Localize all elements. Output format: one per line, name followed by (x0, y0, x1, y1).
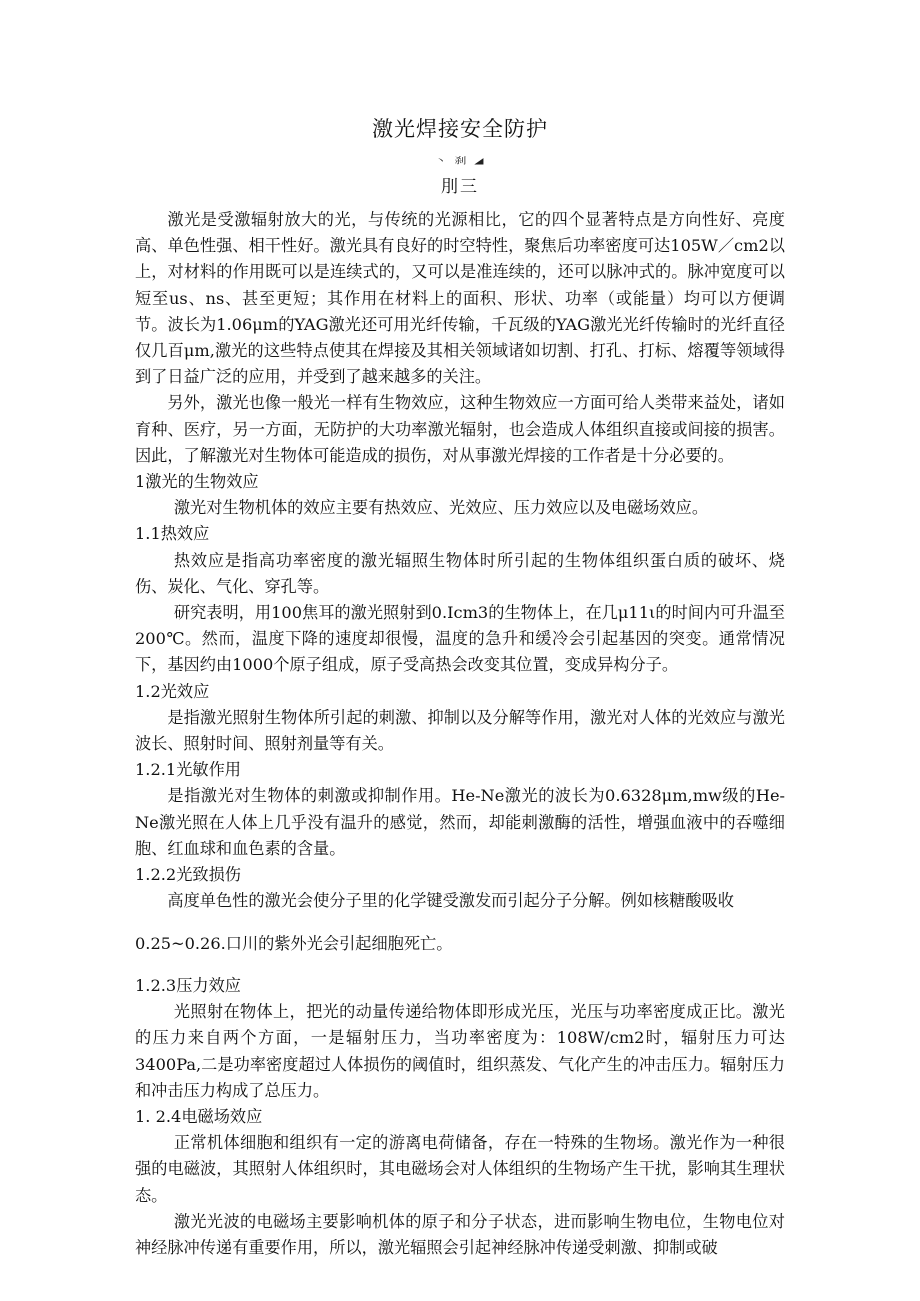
paragraph: 热效应是指高功率密度的激光辐照生物体时所引起的生物体组织蛋白质的破坏、烧伤、炭化、气化、穿孔等。 (135, 550, 785, 596)
paragraph: 是指激光对生物体的刺激或抑制作用。He-Ne激光的波长为0.6328μm,mw级的He-Ne激光照在人体上几乎没有温升的感觉，然而，却能刺激酶的活性，增强血液中的吞噬细胞、红血球和血色素的含量。 (135, 786, 785, 858)
paragraph: 是指激光照射生物体所引起的刺激、抑制以及分解等作用，激光对人体的光效应与激光波长、照射时间、照射剂量等有关。 (135, 707, 785, 754)
paragraph: 激光对生物机体的效应主要有热效应、光效应、压力效应以及电磁场效应。 (173, 498, 709, 518)
section-heading: 1.2.3压力效应 (135, 976, 241, 996)
intro-paragraph: 激光是受激辐射放大的光，与传统的光源相比，它的四个显著特点是方向性好、亮度高、单色性强、相干性好。激光具有良好的时空特性，聚焦后功率密度可达105W／cm2以上，对材料的作用既可以是连续式的，又可以是准连续的，还可以脉冲式的。脉冲宽度可以短至us、ns、甚至更短；其作用在材料上的面积、形状、功率（或能量）均可以方便调节。波长为1.06μm的YAG激光还可用光纤传输，千瓦级的YAG激光光纤传输时的光纤直径仅几百μm,激光的这些特点使其在焊接及其相关领域诸如切割、打孔、打标、熔覆等领域得到了日益广泛的应用，并受到了越来越多的关注。 (135, 210, 785, 387)
scan-artifact: 丶 刹 ◢ (434, 155, 486, 166)
paragraph: 高度单色性的激光会使分子里的化学键受激发而引起分子分解。例如核糖酸吸收 (167, 891, 734, 911)
preface-heading: 刖三 (441, 177, 479, 197)
section-heading: 1.1热效应 (135, 524, 210, 544)
intro-paragraph: 另外，激光也像一般光一样有生物效应，这种生物效应一方面可给人类带来益处，诸如育种、医疗，另一方面，无防护的大功率激光辐射，也会造成人体组织直接或间接的损害。因此，了解激光对生物体可能造成的损伤，对从事激光焊接的工作者是十分必要的。 (135, 393, 785, 465)
paragraph: 激光光波的电磁场主要影响机体的原子和分子状态，进而影响生物电位，生物电位对神经脉冲传递有重要作用，所以，激光辐照会引起神经脉冲传递受刺激、抑制或破 (135, 1211, 785, 1258)
section-heading: 1. 2.4电磁场效应 (135, 1107, 263, 1127)
paragraph: 研究表明，用100焦耳的激光照射到0.Icm3的生物体上，在几μ11ι的时间内可升温至200℃。然而，温度下降的速度却很慢，温度的急升和缓冷会引起基因的突变。通常情况下，基因约由1000个原子组成，原子受高热会改变其位置，变成异构分子。 (135, 603, 785, 675)
paragraph: 正常机体细胞和组织有一定的游离电荷储备，存在一特殊的生物场。激光作为一种很强的电磁波，其照射人体组织时，其电磁场会对人体组织的生物场产生干扰，影响其生理状态。 (135, 1133, 785, 1205)
paragraph: 光照射在物体上，把光的动量传递给物体即形成光压，光压与功率密度成正比。激光的压力来自两个方面，一是辐射压力，当功率密度为：108W/cm2时，辐射压力可达3400Pa,二是功率密度超过人体损伤的阈值时，组织蒸发、气化产生的冲击压力。辐射压力和冲击压力构成了总压力。 (135, 1002, 785, 1100)
section-heading: 1.2.1光敏作用 (135, 760, 241, 780)
section-heading: 1.2.2光致损伤 (135, 865, 241, 885)
section-heading: 1.2光效应 (135, 681, 210, 701)
document-title: 激光焊接安全防护 (372, 117, 548, 141)
paragraph-continuation: 0.25~0.26.口川的紫外光会引起细胞死亡。 (135, 933, 453, 953)
section-heading: 1激光的生物效应 (135, 472, 259, 492)
document-body (135, 207, 785, 1261)
